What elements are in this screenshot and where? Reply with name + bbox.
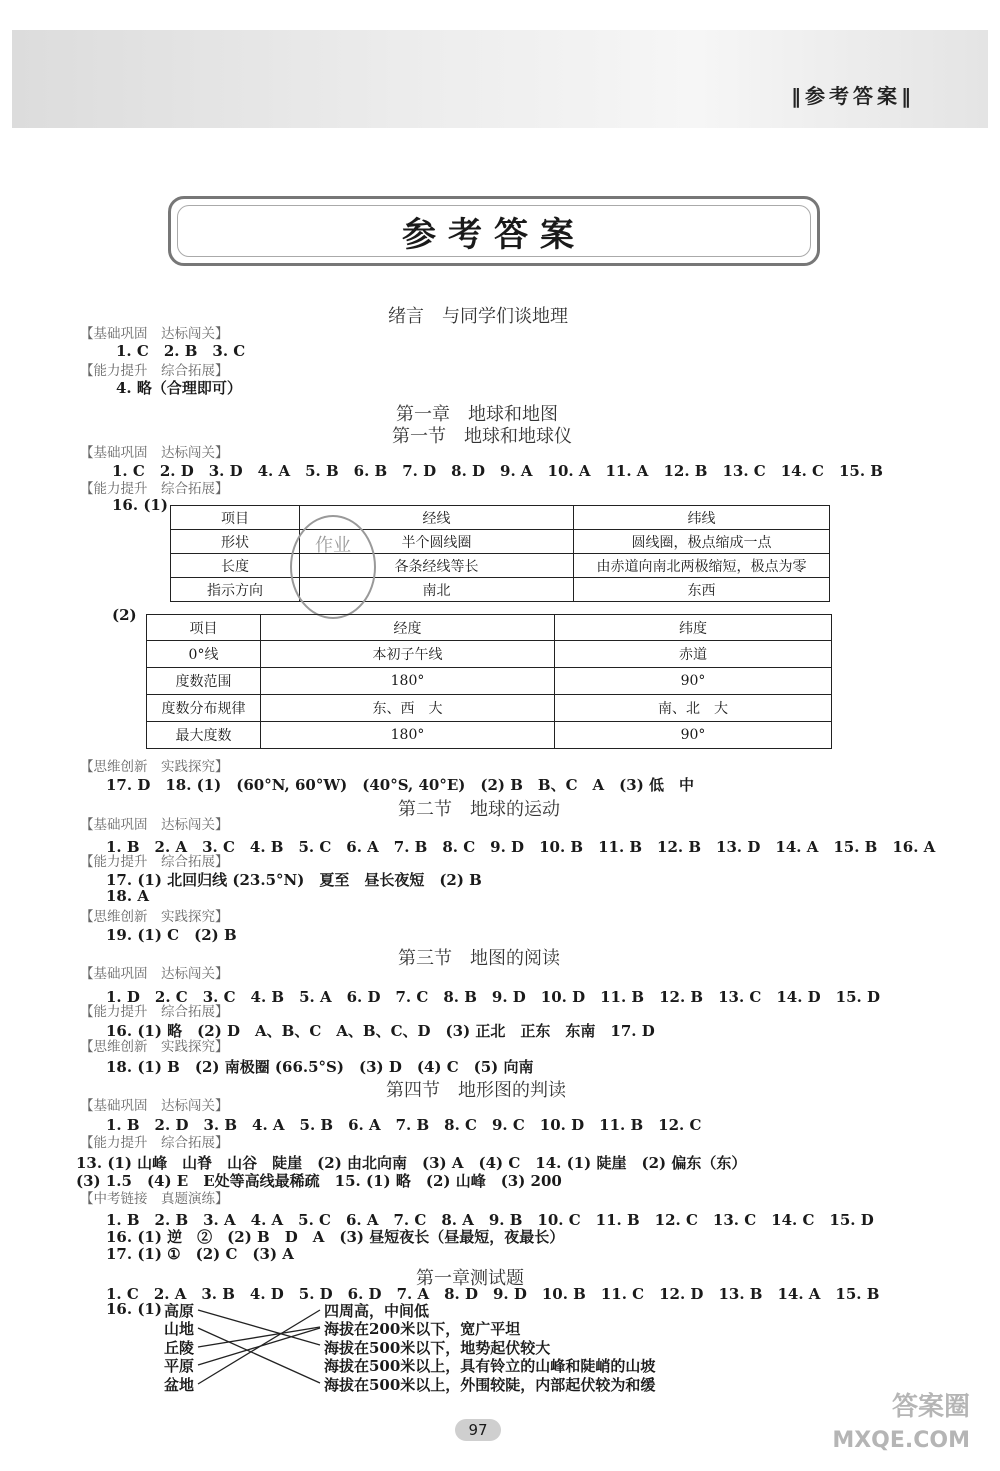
- answer-line: 16. (1) 逆 ② (2) B D A (3) 昼短夜长（昼最短，夜最长）: [106, 1228, 565, 1246]
- section-title: 第四节 地形图的判读: [386, 1080, 566, 1101]
- section-label: 【能力提升 综合拓展】: [80, 1004, 229, 1020]
- table-header: 纬线: [574, 506, 830, 530]
- answer-line: 18. A: [106, 887, 149, 905]
- section-title: 第一章测试题: [416, 1268, 524, 1289]
- table-cell: 赤道: [555, 641, 832, 668]
- landform-name: 盆地: [164, 1376, 195, 1394]
- table-cell: 最大度数: [147, 722, 261, 749]
- table-header: 项目: [171, 506, 300, 530]
- table-cell: 本初子午线: [261, 641, 555, 668]
- answer-line: 1. C 2. D 3. D 4. A 5. B 6. B 7. D 8. D 9. A 10. A 11. A 12. B 13. C 14. C 15. B: [112, 462, 883, 480]
- section-title: 第三节 地图的阅读: [398, 948, 560, 969]
- match-line: [198, 1328, 320, 1383]
- table-cell: 90°: [555, 722, 832, 749]
- table-cell: 南北: [300, 578, 574, 602]
- table-header: 纬度: [555, 615, 832, 641]
- watermark: [832, 1390, 970, 1458]
- answer-line: 17. D 18. (1) (60°N, 60°W) (40°S, 40°E) (2) B B、C A (3) 低 中: [106, 776, 695, 794]
- page-number: 97: [455, 1419, 501, 1441]
- table-cell: 长度: [171, 554, 300, 578]
- answer-line: 17. (1) ① (2) C (3) A: [106, 1245, 294, 1263]
- table-cell: 180°: [261, 668, 555, 695]
- section-label: 【基础巩固 达标闯关】: [80, 1098, 229, 1114]
- section-label: 【能力提升 综合拓展】: [80, 854, 229, 870]
- table-cell: 度数范围: [147, 668, 261, 695]
- answer-line: (3) 1.5 (4) E E处等高线最稀疏 15. (1) 略 (2) 山峰 (3) 200: [76, 1172, 562, 1190]
- header-tag: ‖参考答案‖: [791, 84, 915, 108]
- landform-description: 海拔在200米以下，宽广平坦: [324, 1320, 521, 1338]
- table-cell: 东西: [574, 578, 830, 602]
- table-cell: 形状: [171, 530, 300, 554]
- table-header: 经度: [261, 615, 555, 641]
- table-cell: 东、西 大: [261, 695, 555, 722]
- answer-line: 13. (1) 山峰 山脊 山谷 陡崖 (2) 由北向南 (3) A (4) C 14. (1) 陡崖 (2) 偏东（东）: [76, 1154, 747, 1172]
- answer-line: 1. B 2. A 3. C 4. B 5. C 6. A 7. B 8. C 9. D 10. B 11. B 12. B 13. D 14. A 15. B 16. A: [106, 838, 936, 856]
- landform-name: 高原: [164, 1302, 195, 1320]
- answer-line: 19. (1) C (2) B: [106, 926, 237, 944]
- table-header: 经线: [300, 506, 574, 530]
- landform-name: 山地: [164, 1320, 195, 1338]
- match-line: [198, 1310, 320, 1345]
- section-title: 第二节 地球的运动: [398, 799, 560, 820]
- answer-line: 1. D 2. C 3. C 4. B 5. A 6. D 7. C 8. B 9. D 10. D 11. B 12. B 13. C 14. D 15. D: [106, 988, 880, 1006]
- answer-line: 16. (1) 略 (2) D A、B、C A、B、C、D (3) 正北 正东 东南 17. D: [106, 1022, 655, 1040]
- landform-name: 平原: [164, 1357, 195, 1375]
- section-label: 【思维创新 实践探究】: [80, 759, 229, 775]
- table-cell: 南、北 大: [555, 695, 832, 722]
- section-label: 【基础巩固 达标闯关】: [80, 817, 229, 833]
- answer-line: 17. (1) 北回归线 (23.5°N) 夏至 昼长夜短 (2) B: [106, 871, 482, 889]
- section-label: 【思维创新 实践探究】: [80, 909, 229, 925]
- section-label: 【能力提升 综合拓展】: [80, 481, 229, 497]
- landform-description: 海拔在500米以上，外围较陡，内部起伏较为和缓: [324, 1376, 656, 1394]
- watermark-line: 答案圈: [891, 1392, 970, 1422]
- table-cell: 由赤道向南北两极缩短，极点为零: [574, 554, 830, 578]
- table-cell: 度数分布规律: [147, 695, 261, 722]
- answer-line: 1. B 2. B 3. A 4. A 5. C 6. A 7. C 8. A 9. B 10. C 11. B 12. C 13. C 14. C 15. D: [106, 1211, 874, 1229]
- table-cell: 圆线圈，极点缩成一点: [574, 530, 830, 554]
- question-label: 16. (1): [112, 496, 168, 514]
- chapter-title: 第一章 地球和地图: [396, 404, 558, 425]
- landform-description: 四周高，中间低: [324, 1302, 430, 1320]
- main-title: 参考答案: [177, 205, 811, 257]
- section-label: 【基础巩固 达标闯关】: [80, 445, 229, 461]
- intro-title: 绪言 与同学们谈地理: [388, 306, 568, 327]
- match-line: [198, 1310, 320, 1384]
- table-header: 项目: [147, 615, 261, 641]
- answer-line: 1. C 2. A 3. B 4. D 5. D 6. D 7. A 8. D 9. D 10. B 11. C 12. D 13. B 14. A 15. B: [106, 1285, 880, 1303]
- landform-name: 丘陵: [164, 1339, 195, 1357]
- watermark-line: MXQE.COM: [832, 1428, 970, 1453]
- match-line: [198, 1327, 320, 1347]
- section-label: 【中考链接 真题演练】: [80, 1191, 229, 1207]
- question-label: 16. (1): [106, 1300, 162, 1318]
- answer-line: 1. C 2. B 3. C: [116, 342, 246, 360]
- answer-line: 18. (1) B (2) 南极圈 (66.5°S) (3) D (4) C (5) 向南: [106, 1058, 534, 1076]
- landform-description: 海拔在500米以上，具有铃立的山峰和陡峭的山坡: [324, 1357, 656, 1375]
- section-title: 第一节 地球和地球仪: [392, 426, 572, 447]
- section-label: 【思维创新 实践探究】: [80, 1039, 229, 1055]
- table-cell: 半个圆线圈: [300, 530, 574, 554]
- answer-line: 1. B 2. D 3. B 4. A 5. B 6. A 7. B 8. C 9. C 10. D 11. B 12. C: [106, 1116, 702, 1134]
- question-label: (2): [112, 606, 137, 624]
- section-label: 【能力提升 综合拓展】: [80, 1135, 229, 1151]
- table-cell: 90°: [555, 668, 832, 695]
- table-cell: 各条经线等长: [300, 554, 574, 578]
- stamp-text: 作业: [315, 535, 351, 556]
- section-label: 【能力提升 综合拓展】: [80, 363, 229, 379]
- answer-line: 4. 略（合理即可）: [116, 379, 242, 397]
- landform-description: 海拔在500米以下，地势起伏较大: [324, 1339, 551, 1357]
- table-cell: 180°: [261, 722, 555, 749]
- table-cell: 0°线: [147, 641, 261, 668]
- section-label: 【基础巩固 达标闯关】: [80, 966, 229, 982]
- table-cell: 指示方向: [171, 578, 300, 602]
- section-label: 【基础巩固 达标闯关】: [80, 326, 229, 342]
